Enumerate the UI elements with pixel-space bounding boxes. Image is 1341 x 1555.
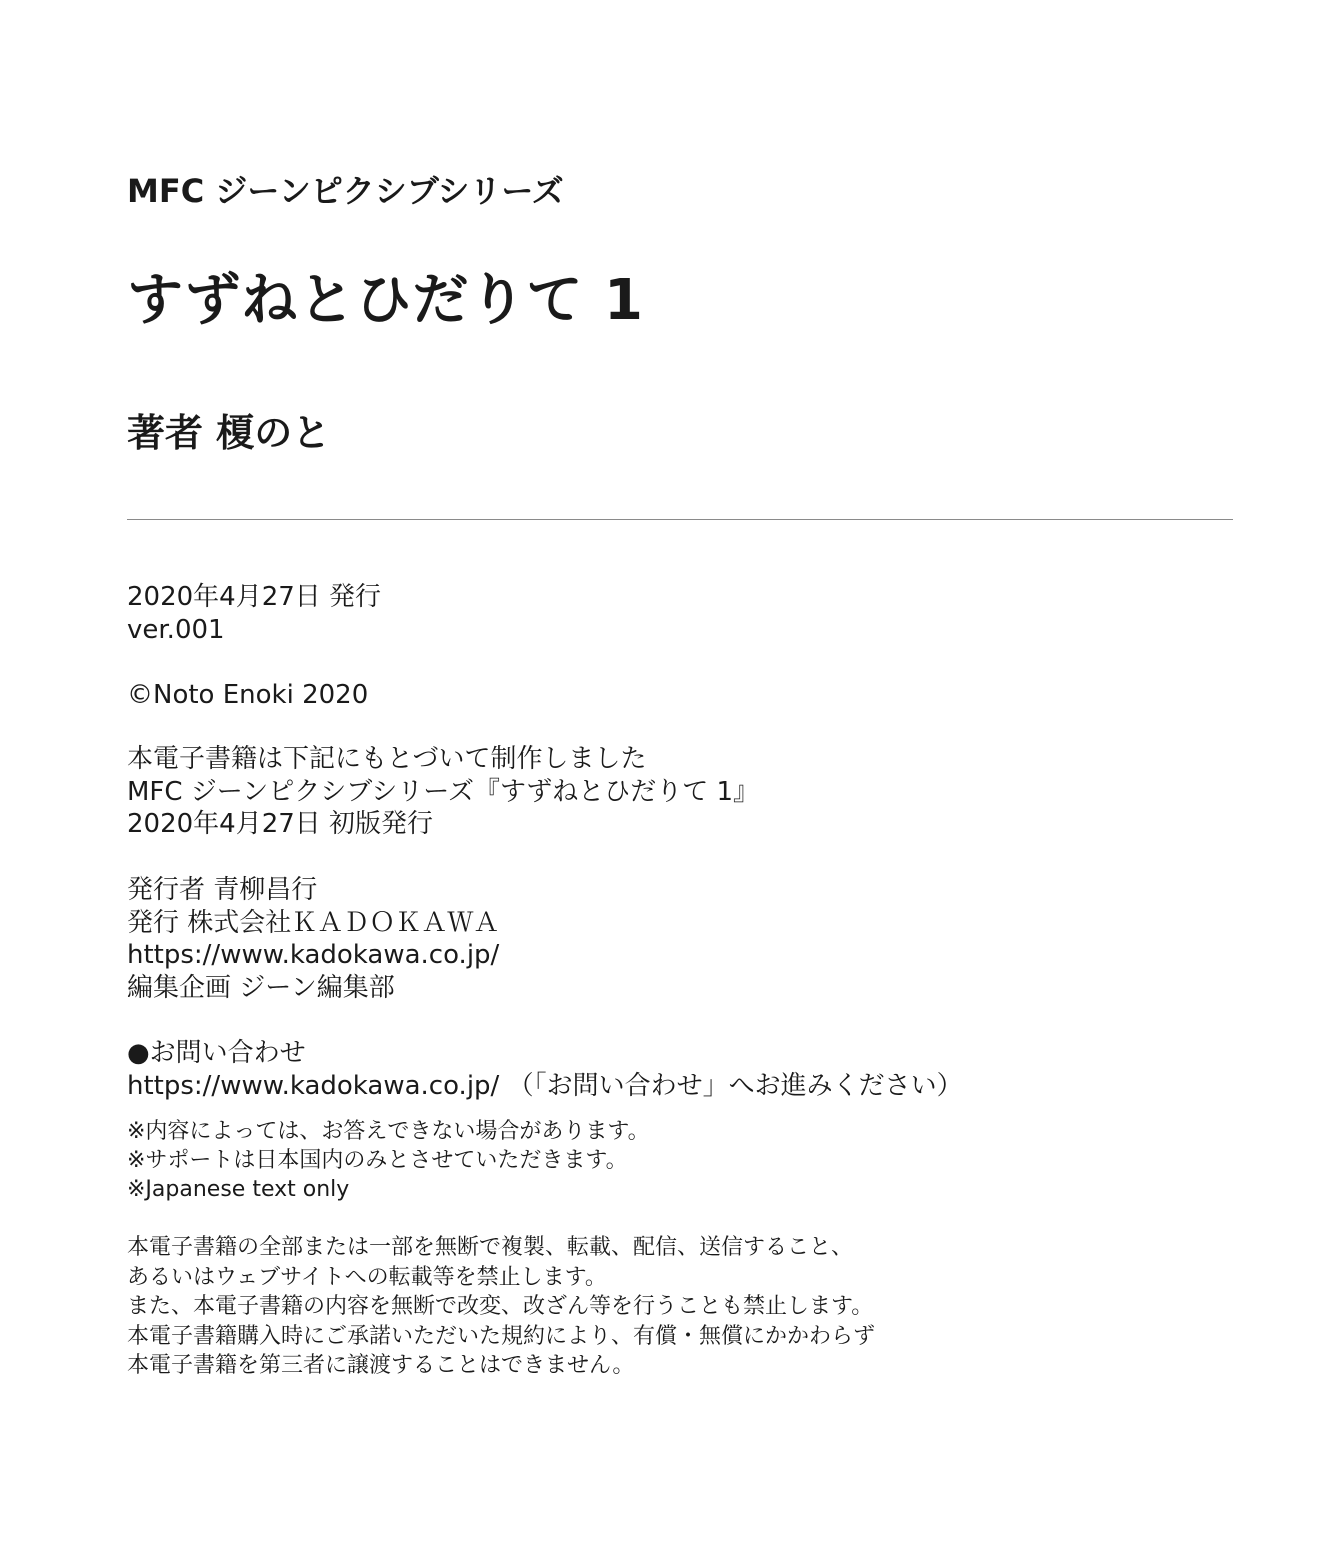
contact-notes: [127, 1117, 650, 1204]
contact-url[interactable]: https://www.kadokawa.co.jp/ （「お問い合わせ」へお進みください）: [127, 1070, 963, 1101]
legal-line: あるいはウェブサイトへの転載等を禁止します。: [127, 1264, 607, 1290]
contact-block: [127, 1037, 963, 1102]
legal-line: 本電子書籍購入時にご承諾いただいた規約により、有償・無償にかかわらず: [127, 1323, 876, 1349]
legal-line: 本電子書籍の全部または一部を無断で複製、転載、配信、送信すること、: [127, 1235, 854, 1260]
publisher-block: [127, 874, 499, 1004]
copyright-notice: ©Noto Enoki 2020: [127, 680, 369, 710]
author-line: 著者 榎のと: [127, 411, 331, 455]
copyright-block: [127, 679, 368, 712]
book-title: すずねとひだりて 1: [127, 268, 645, 333]
divider-line: [127, 519, 1233, 520]
contact-note: ※Japanese text only: [127, 1177, 350, 1202]
colophon-page: [127, 0, 1233, 1555]
series-name: MFC ジーンピクシブシリーズ: [127, 172, 564, 210]
issuer-name: 発行 株式会社ＫＡＤＯＫＡＷＡ: [127, 907, 500, 938]
version-label: ver.001: [127, 614, 225, 645]
publisher-name: 発行者 青柳昌行: [127, 875, 318, 905]
publisher-url[interactable]: https://www.kadokawa.co.jp/: [127, 940, 500, 970]
source-intro: 本電子書籍は下記にもとづいて制作しました: [127, 744, 647, 774]
source-date: 2020年4月27日 初版発行: [127, 809, 434, 839]
source-title: MFC ジーンピクシブシリーズ『すずねとひだりて 1』: [127, 776, 760, 807]
legal-notice: [127, 1233, 875, 1381]
publication-date: 2020年4月27日 発行: [127, 582, 382, 612]
legal-line: 本電子書籍を第三者に譲渡することはできません。: [127, 1353, 635, 1378]
source-edition-block: [127, 743, 759, 841]
publication-info: [127, 581, 381, 646]
contact-note: ※内容によっては、お答えできない場合があります。: [127, 1119, 650, 1144]
contact-note: ※サポートは日本国内のみとさせていただきます。: [127, 1148, 628, 1173]
contact-heading: ●お問い合わせ: [127, 1038, 306, 1068]
editorial-dept: 編集企画 ジーン編集部: [127, 972, 395, 1003]
legal-line: また、本電子書籍の内容を無断で改変、改ざん等を行うことも禁止します。: [127, 1294, 874, 1319]
